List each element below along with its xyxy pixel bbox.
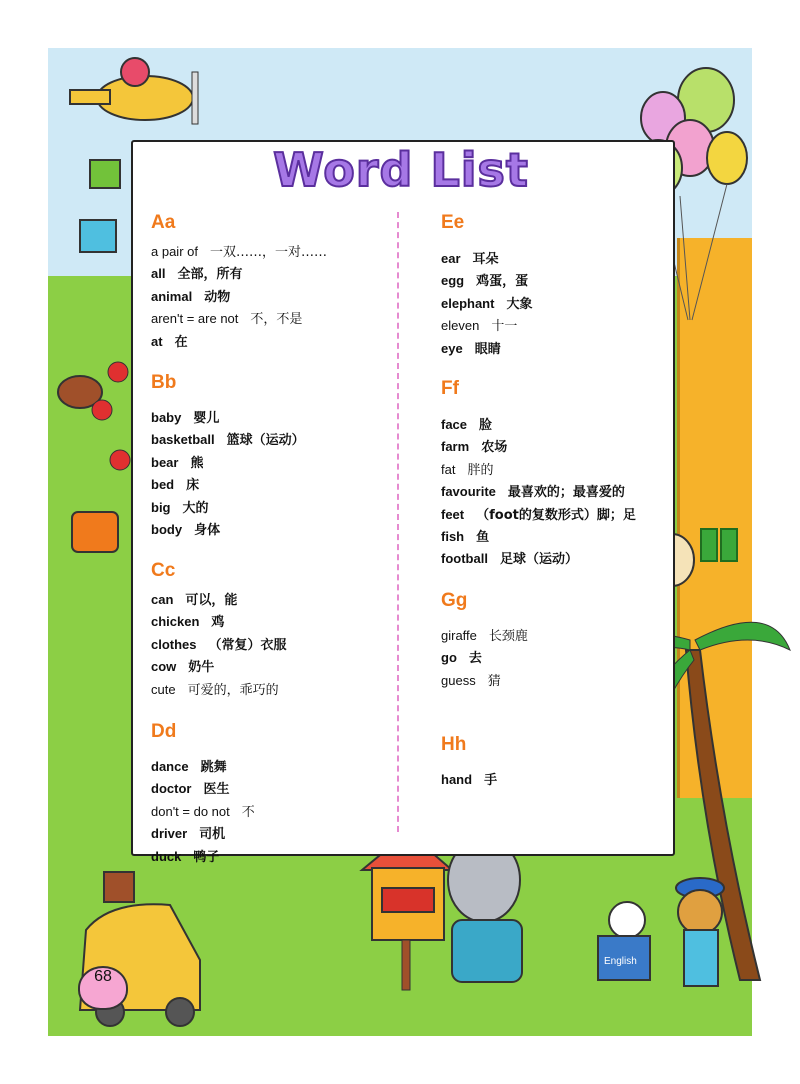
word-entry: [151, 407, 219, 426]
english-word: guess: [441, 672, 476, 688]
word-entry: [151, 452, 203, 471]
chinese-meaning: 篮球（运动）: [226, 433, 305, 449]
apple-icon: [110, 450, 130, 470]
chinese-meaning: 猜: [487, 673, 501, 689]
english-word: big: [151, 499, 171, 515]
english-word: egg: [441, 273, 465, 289]
chinese-meaning: 婴儿: [193, 411, 220, 426]
section-letter-heading: Hh: [441, 734, 467, 755]
chinese-meaning: 鱼: [476, 530, 490, 545]
word-entry: [151, 801, 255, 820]
page-title: Word List: [273, 143, 529, 197]
block-icon: [80, 220, 116, 252]
word-entry: [441, 414, 492, 433]
section-letter-heading: Gg: [441, 590, 468, 611]
english-word: at: [151, 333, 163, 349]
english-word: farm: [441, 439, 470, 455]
word-entry: [151, 611, 224, 630]
elephant-icon: [448, 838, 522, 982]
section-letter-heading: Ee: [441, 212, 465, 233]
word-entry: [441, 338, 501, 357]
english-word: ear: [441, 251, 461, 266]
word-entry: [151, 656, 214, 675]
chinese-meaning: 动物: [204, 289, 231, 305]
chinese-meaning: 鸭子: [193, 849, 220, 865]
word-entry: [441, 548, 578, 567]
word-entry: [151, 589, 237, 608]
page-number: 68: [78, 966, 128, 1010]
english-word: football: [441, 551, 488, 567]
word-entry: [151, 429, 305, 448]
chinese-meaning: 可以，能: [185, 593, 238, 608]
duck-icon: [598, 902, 650, 980]
english-word: all: [151, 266, 166, 282]
chinese-meaning: 身体: [194, 523, 221, 538]
chinese-meaning: 脸: [479, 418, 493, 433]
word-entry: [151, 308, 302, 327]
chinese-meaning: 医生: [203, 782, 230, 798]
word-entry: [441, 270, 528, 289]
word-entry: [151, 263, 242, 282]
word-entry: [441, 625, 528, 644]
english-word: face: [441, 417, 468, 432]
book-label: English: [604, 956, 637, 967]
word-entry: [441, 504, 636, 523]
chinese-meaning: 手: [484, 773, 498, 788]
english-word: cute: [151, 681, 176, 697]
english-word: bear: [151, 454, 179, 470]
english-word: favourite: [441, 484, 496, 500]
english-word: doctor: [151, 781, 192, 797]
chinese-meaning: 鸡蛋，蛋: [476, 274, 529, 290]
word-entry: [441, 670, 501, 689]
word-entry: [151, 497, 209, 516]
chinese-meaning: 床: [186, 478, 200, 494]
word-entry: [441, 526, 489, 545]
english-word: can: [151, 592, 174, 607]
english-word: a pair of: [151, 244, 198, 259]
apple-icon: [92, 400, 112, 420]
word-entry: [151, 474, 199, 493]
chinese-meaning: 熊: [190, 455, 204, 471]
word-entry: [441, 481, 625, 500]
chinese-meaning: （常复）衣服: [208, 637, 287, 653]
english-word: hand: [441, 772, 473, 787]
word-entry: [151, 756, 227, 775]
chinese-meaning: 大的: [182, 500, 209, 516]
dog-with-hat-icon: [676, 878, 724, 986]
english-word: baby: [151, 410, 182, 425]
chinese-meaning: 奶牛: [188, 660, 215, 676]
word-entry: [151, 241, 327, 260]
english-word: don't = do not: [151, 803, 230, 819]
word-entry: [151, 331, 188, 350]
apple-icon: [108, 362, 128, 382]
english-word: fish: [441, 529, 465, 544]
english-word: eye: [441, 340, 463, 356]
section-letter-heading: Cc: [151, 560, 176, 581]
chinese-meaning: 跳舞: [200, 760, 227, 775]
chinese-meaning: 去: [468, 651, 482, 667]
english-word: go: [441, 650, 457, 666]
word-entry: [151, 778, 229, 797]
chinese-meaning: 一双……，一对……: [209, 245, 327, 260]
chinese-meaning: 长颈鹿: [488, 629, 528, 644]
english-word: cow: [151, 659, 177, 675]
column-divider: [397, 212, 399, 832]
word-entry: [441, 459, 493, 478]
english-word: driver: [151, 826, 188, 842]
english-word: elephant: [441, 295, 495, 311]
chinese-meaning: 不: [241, 804, 255, 820]
word-entry: [441, 315, 517, 334]
english-word: body: [151, 522, 183, 537]
english-word: aren't = are not: [151, 311, 239, 327]
block-icon: [90, 160, 120, 188]
word-entry: [151, 634, 287, 653]
english-word: eleven: [441, 318, 480, 334]
chinese-meaning: 胖的: [467, 462, 494, 478]
word-entry: [151, 823, 225, 842]
word-entry: [441, 293, 532, 312]
chinese-meaning: 全部，所有: [177, 267, 243, 283]
word-entry: [441, 769, 497, 788]
chinese-meaning: 足球（运动）: [499, 552, 578, 568]
word-entry: [151, 286, 230, 305]
english-word: clothes: [151, 636, 197, 652]
english-word: bed: [151, 477, 175, 493]
chinese-meaning: 最喜欢的；最喜爱的: [507, 485, 625, 501]
section-letter-heading: Dd: [151, 721, 177, 742]
chinese-meaning: 眼睛: [474, 341, 501, 357]
english-word: feet: [441, 506, 465, 522]
word-entry: [151, 846, 219, 865]
chinese-meaning: 鸡: [211, 615, 225, 631]
chinese-meaning: 可爱的，乖巧的: [187, 682, 279, 698]
chinese-meaning: 十一: [491, 319, 518, 335]
english-word: animal: [151, 288, 193, 304]
chinese-meaning: 司机: [199, 827, 226, 843]
airplane-icon: [70, 58, 198, 124]
word-entry: [441, 248, 499, 267]
hamster-icon: [72, 512, 118, 552]
chinese-meaning: 不，不是: [250, 312, 303, 328]
chinese-meaning: 大象: [506, 296, 533, 312]
section-letter-heading: Ff: [441, 378, 459, 399]
chinese-meaning: 在: [174, 334, 188, 350]
chinese-meaning: 农场: [481, 440, 508, 456]
word-entry: [441, 647, 482, 666]
english-word: basketball: [151, 432, 215, 448]
section-letter-heading: Aa: [151, 212, 176, 233]
english-word: chicken: [151, 614, 200, 630]
english-word: fat: [441, 461, 456, 477]
english-word: duck: [151, 848, 182, 864]
chinese-meaning: 耳朵: [472, 252, 499, 267]
word-entry: [151, 679, 279, 698]
english-word: giraffe: [441, 628, 477, 643]
english-word: dance: [151, 759, 189, 774]
section-letter-heading: Bb: [151, 372, 177, 393]
chinese-meaning: （foot的复数形式）脚；足: [476, 507, 636, 523]
word-entry: [151, 519, 220, 538]
word-entry: [441, 436, 507, 455]
